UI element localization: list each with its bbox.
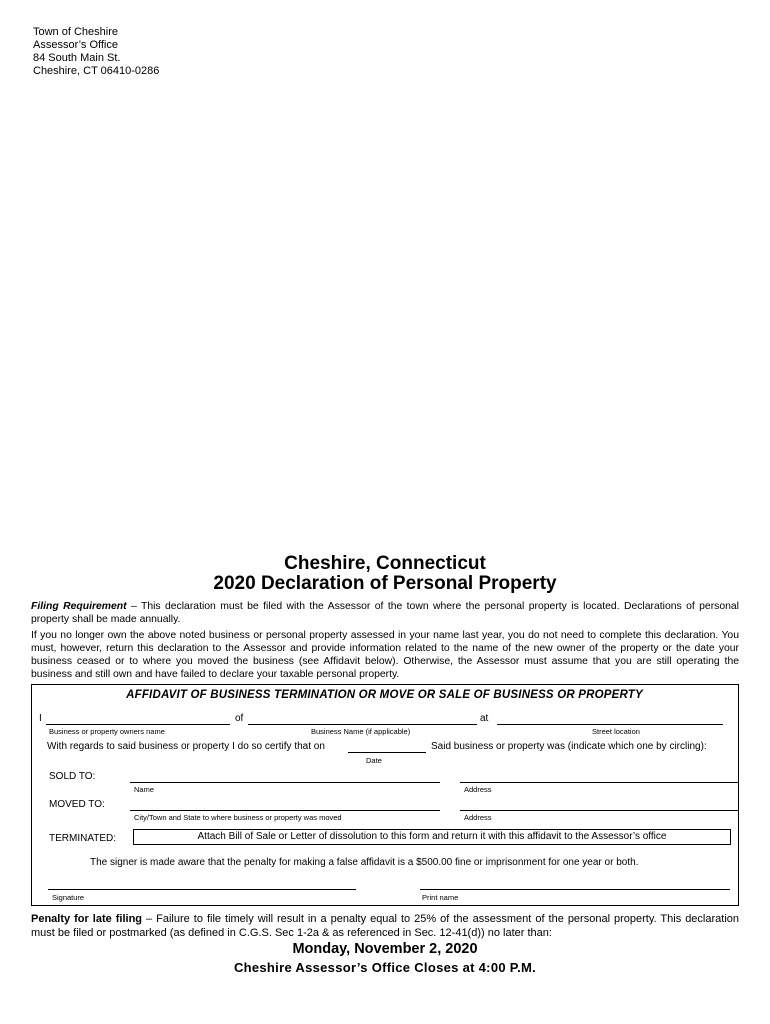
no-longer-own-paragraph: If you no longer own the above noted business or personal property assessed in your name last year, you do not need to complete this declaration. You must, however, return this declaration to the Assessor and provide information related to the name of the new owner of the property or the date your business ceased or to where you moved the business (see Affidavit below). Otherwise, the Assessor must assume that you are still operating the business and still own and have failed to declare your taxable personal property. [31,630,739,680]
moved-to-address-field[interactable] [460,810,738,811]
document-title-declaration: 2020 Declaration of Personal Property [213,573,557,594]
affidavit-i-label: I [39,713,42,724]
filing-requirement-paragraph [31,600,739,626]
moved-to-city-field[interactable] [130,810,440,811]
late-filing-label: Penalty for late filing [31,913,143,925]
owner-name-caption: Business or property owners name [49,727,165,736]
filing-requirement-text: – This declaration must be filed with the Assessor of the town where the personal property is located. Declarations of personal property shall be made annually. [31,601,739,625]
street-location-field[interactable] [497,724,723,725]
address-line-1: Town of Cheshire [33,26,118,38]
address-line-2: Assessor’s Office [33,39,118,51]
signature-field[interactable] [48,889,356,890]
print-name-caption: Print name [422,893,459,902]
date-caption: Date [366,756,382,765]
city-caption: City/Town and State to where business or property was moved [134,813,342,822]
sold-to-address-field[interactable] [460,782,738,783]
owner-name-field[interactable] [46,724,230,725]
deadline-date: Monday, November 2, 2020 [292,941,478,957]
late-filing-text: – Failure to file timely will result in a penalty equal to 25% of the assessment of the personal property. This declaration must be filed or postmarked (as defined in C.G.S. Sec 1-2a & as referenced in Sec. 12-41(d)) no later than: [31,913,740,939]
certify-text: With regards to said business or property I do so certify that on [47,741,325,752]
affidavit-box [31,684,739,906]
moved-to-label[interactable]: MOVED TO: [49,799,105,810]
document-title-town: Cheshire, Connecticut [284,553,486,574]
name-caption: Name [134,785,155,794]
return-address [33,26,159,78]
address-line-3: 84 South Main St. [33,52,121,64]
office-closing-time: Cheshire Assessor’s Office Closes at 4:00 P.M. [233,960,537,975]
false-affidavit-penalty-notice: The signer is made aware that the penalty for making a false affidavit is a $500.00 fine or imprisonment for one year or both. [90,857,639,868]
late-filing-paragraph [31,912,739,940]
print-name-field[interactable] [420,889,730,890]
address-line-4: Cheshire, CT 06410-0286 [33,65,160,77]
certify-text-2: Said business or property was (indicate which one by circling): [431,741,707,752]
affidavit-of-label: of [235,713,244,724]
business-name-caption: Business Name (if applicable) [311,727,411,736]
sold-to-name-field[interactable] [130,782,440,783]
certify-date-field[interactable] [348,752,426,753]
address-caption-moved: Address [464,813,492,822]
affidavit-at-label: at [480,713,489,724]
attach-instructions-box: Attach Bill of Sale or Letter of dissolution to this form and return it with this affidavit to the Assessor’s office [133,829,731,845]
affidavit-title: AFFIDAVIT OF BUSINESS TERMINATION OR MOVE OR SALE OF BUSINESS OR PROPERTY [126,689,643,701]
filing-requirement-label: Filing Requirement [31,601,127,612]
business-name-field[interactable] [248,724,477,725]
terminated-label[interactable]: TERMINATED: [49,833,117,844]
sold-to-label[interactable]: SOLD TO: [49,771,96,782]
address-caption-sold: Address [464,785,492,794]
street-location-caption: Street location [592,727,640,736]
signature-caption: Signature [52,893,85,902]
